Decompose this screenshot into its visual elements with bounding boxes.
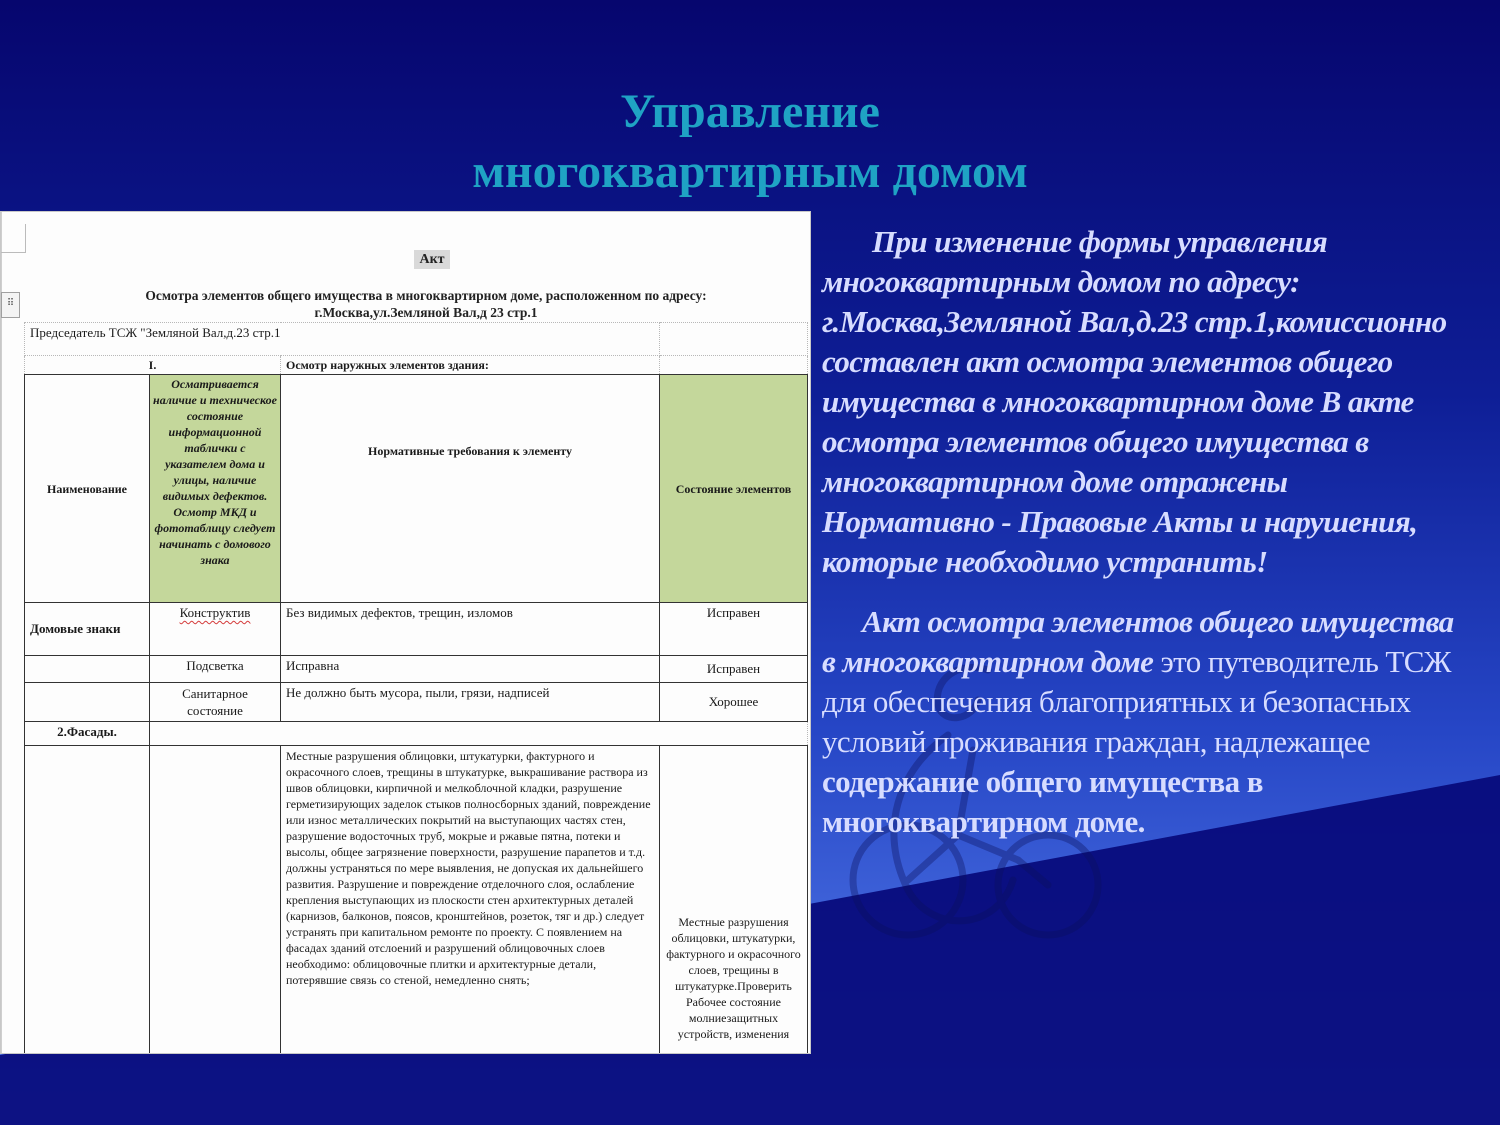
section1-number: I. (25, 356, 281, 375)
row-item (150, 603, 281, 656)
inspection-table (24, 322, 808, 1054)
document-heading-line-2: г.Москва,ул.Земляной Вал,д 23 стр.1 (314, 305, 538, 320)
paragraph-2-emphasis: Акт осмотра элементов общего имущества в многоквартирном доме (822, 604, 1454, 679)
row-name (25, 656, 150, 683)
document-heading-line-1: Осмотра элементов общего имущества в многоквартирном доме, расположенном по адресу: (145, 288, 707, 303)
slide-title (0, 82, 1500, 202)
row-item: Санитарное состояние (150, 683, 281, 722)
empty-cell (150, 722, 808, 746)
vertical-ruler (1, 212, 2, 1054)
paragraph-2 (822, 602, 1462, 842)
facade-state: Местные разрушения облицовки, штукатурки, фактурного и окрасочного слоев, трещины в штукатурке.Проверить Рабочее состояние молниезащитных устройств, изменения (660, 746, 808, 1055)
column-header-state: Состояние элементов (660, 375, 808, 603)
document-screenshot (0, 211, 811, 1054)
title-line-2: многоквартирным домом (472, 145, 1028, 198)
title-line-1: Управление (620, 85, 880, 138)
act-label: Акт (414, 250, 450, 269)
row-state: Исправен (660, 603, 808, 656)
facade-item-cell (150, 746, 281, 1055)
row-state: Хорошее (660, 683, 808, 722)
column-header-inspection (150, 375, 281, 603)
body-text (822, 222, 1462, 842)
empty-cell (660, 356, 808, 375)
row-norm: Исправна (281, 656, 660, 683)
column-header-norms: Нормативные требования к элементу (281, 375, 660, 603)
paragraph-2-tail: содержание общего имущества в многоквартирном доме. (822, 764, 1263, 839)
row-norm: Не должно быть мусора, пыли, грязи, надписей (281, 683, 660, 722)
page-corner-mark (1, 224, 26, 253)
table-move-handle-icon[interactable]: ⠿ (1, 292, 20, 318)
facade-norms: Местные разрушения облицовки, штукатурки, фактурного и окрасочного слоев, трещины в штукатурке, выкрашивание раствора из швов облицовки, кирпичной и мелкоблочной кладки, разрушение герметизирующих заделок стыков полносборных зданий, повреждение или износ металлических покрытий на выступающих частях стен, разрушение водосточных труб, мокрые и ржавые пятна, потеки и высолы, общее загрязнение поверхности, разрушение парапетов и т.д. должны устраняться по мере выявления, не допуская их дальнейшего развития. Разрушение и повреждение отделочного слоя, ослабление крепления выступающих из плоскости стен архитектурных деталей (карнизов, балконов, поясов, кронштейнов, розеток, тяг и др.) следует устранять при капитальном ремонте по проекту. С появлением на фасадах зданий отслоений и разрушений облицовочных слоев необходимо: облицовочные плитки и архитектурные детали, потерявшие связь со стеной, немедленно снять; (281, 746, 660, 1055)
facade-name-cell (25, 746, 150, 1055)
row-item: Подсветка (150, 656, 281, 683)
paragraph-1: При изменение формы управления многоквартирным домом по адресу: г.Москва,Земляной Вал,д.23 стр.1,комиссионно составлен акт осмотра элементов общего имущества в многоквартирном доме В акте осмотра элементов общего имущества в многоквартирном доме отражены Нормативно - Правовые Акты и нарушения, которые необходимо устранить! (822, 224, 1447, 579)
column-header-name: Наименование (25, 375, 150, 603)
row-name (25, 683, 150, 722)
row-name: Домовые знаки (25, 603, 150, 656)
empty-cell (660, 323, 808, 356)
inspection-text: Осматривается наличие и техническое состояние информационной таблички с указателем дома и улицы, наличие видимых дефектов. Осмотр МКД и фототаблицу следует начинать с домового знака (153, 377, 277, 567)
row-item-text: Конструктив (179, 605, 251, 620)
document-heading (41, 287, 811, 321)
section1-title: Осмотр наружных элементов здания: (281, 356, 660, 375)
row-norm: Без видимых дефектов, трещин, изломов (281, 603, 660, 656)
paragraph-2-rest: это путеводитель ТСЖ для обеспечения благоприятных и безопасных условий проживания граждан, надлежащее (822, 644, 1451, 759)
row-state: Исправен (660, 656, 808, 683)
section2-title: 2.Фасады. (25, 722, 150, 746)
chairman-cell: Председатель ТСЖ "Земляной Вал,д.23 стр.1 (25, 323, 660, 356)
